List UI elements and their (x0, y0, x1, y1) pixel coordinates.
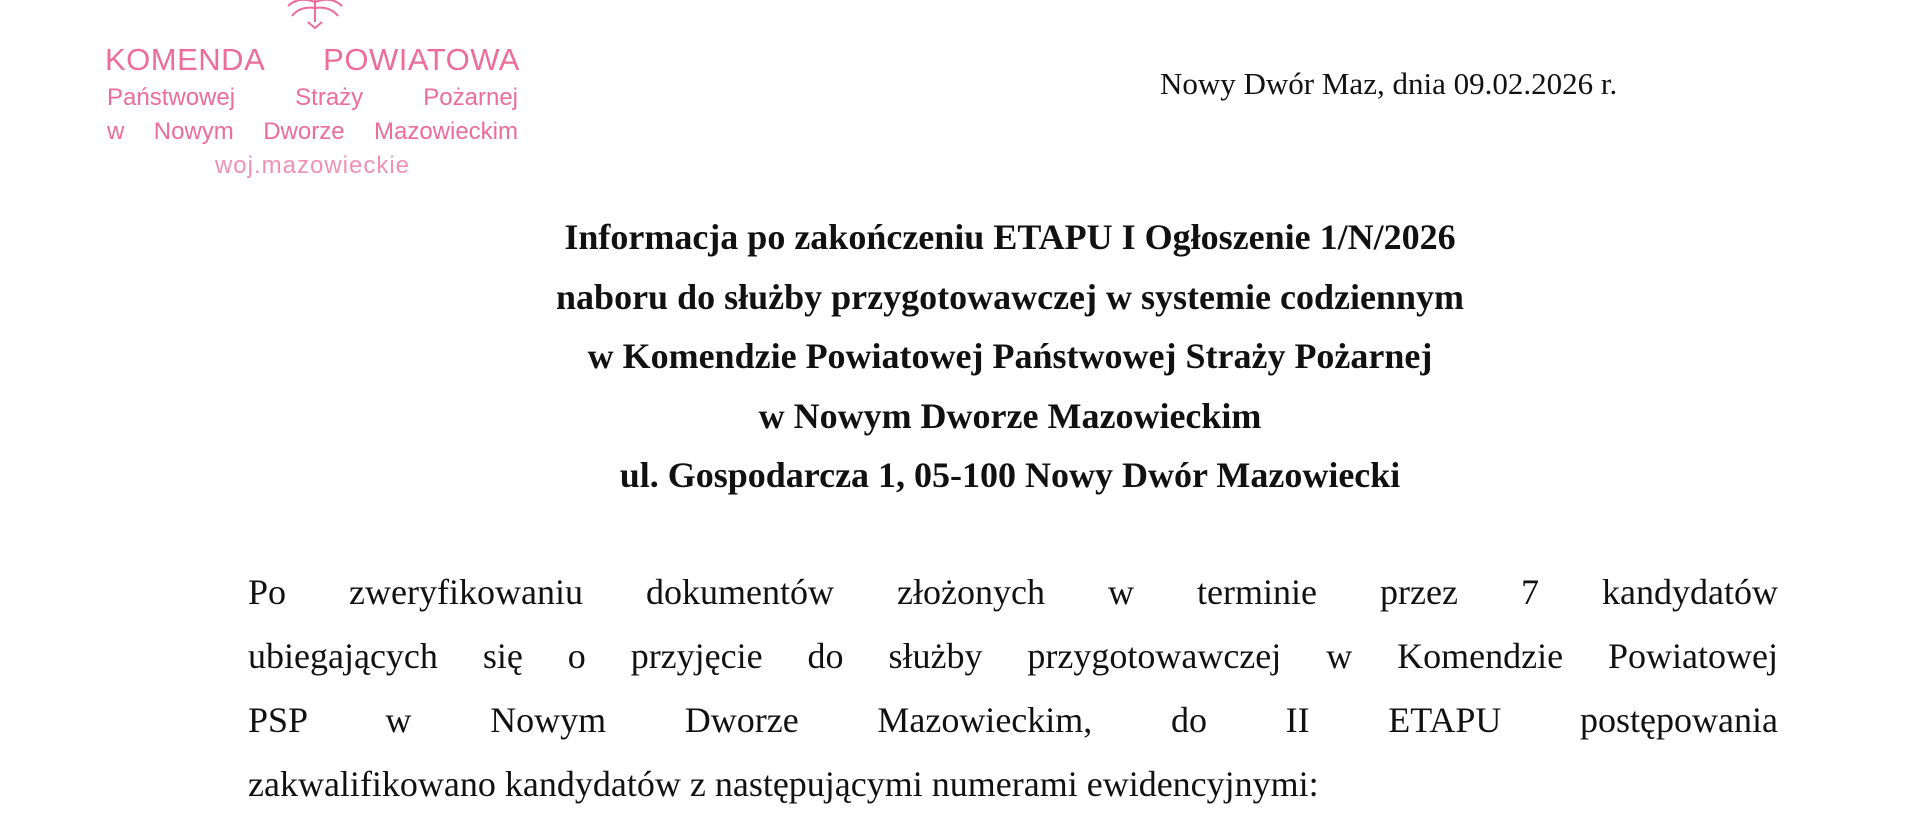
eagle-emblem-icon (280, 0, 350, 30)
title-line: w Nowym Dworze Mazowieckim (758, 395, 1262, 436)
body-paragraph (248, 560, 1778, 816)
stamp-line-1: KOMENDA POWIATOWA (105, 42, 520, 77)
stamp-line-3: w Nowym Dworze Mazowieckim (107, 118, 518, 145)
paragraph-line: zakwalifikowano kandydatów z następującymi numerami ewidencyjnymi: (248, 764, 1319, 804)
paragraph-line: Po zweryfikowaniu dokumentów złożonych w terminie przez 7 kandydatów (248, 572, 1778, 612)
document-title (0, 208, 1920, 506)
stamp-line-4: woj.mazowieckie (214, 152, 411, 179)
title-line: naboru do służby przygotowawczej w systemie codziennym (556, 276, 1464, 317)
stamp-line-2: Państwowej Straży Pożarnej (107, 84, 518, 111)
title-line: ul. Gospodarcza 1, 05-100 Nowy Dwór Mazowiecki (619, 455, 1401, 495)
paragraph-line: PSP w Nowym Dworze Mazowieckim, do II ETAPU postępowania (248, 700, 1778, 740)
document-date: Nowy Dwór Maz, dnia 09.02.2026 r. (1160, 66, 1618, 101)
title-line: w Komendzie Powiatowej Państwowej Straży Pożarnej (587, 336, 1433, 376)
title-line: Informacja po zakończeniu ETAPU I Ogłoszenie 1/N/2026 (564, 217, 1456, 257)
paragraph-line: ubiegających się o przyjęcie do służby przygotowawczej w Komendzie Powiatowej (248, 636, 1778, 676)
